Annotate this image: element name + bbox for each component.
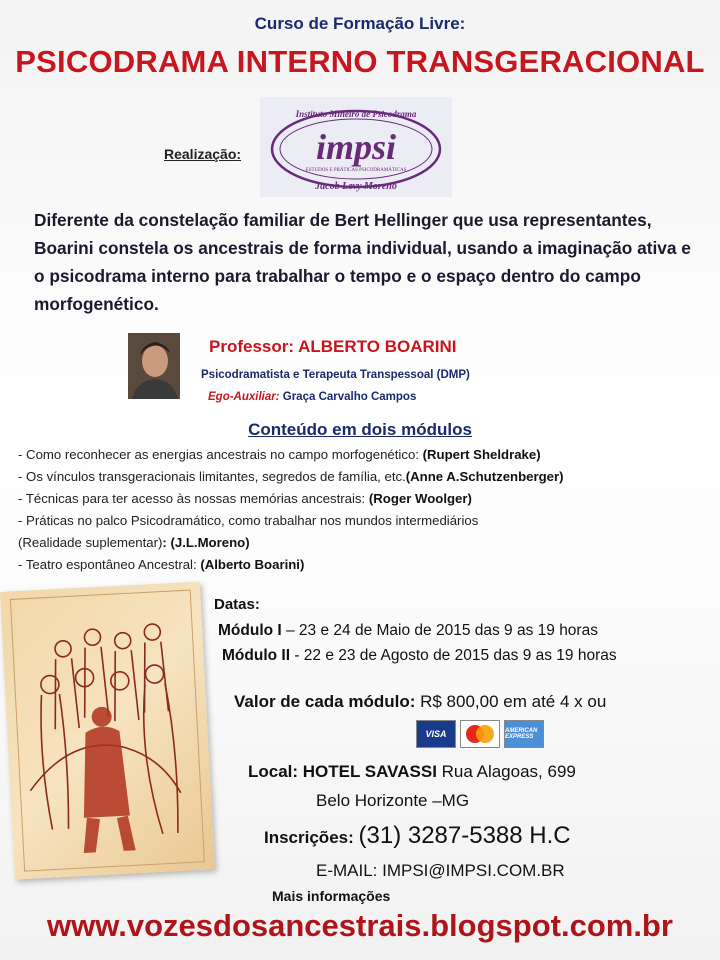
logo-bottom-text: Jacob Levy Moreno: [315, 181, 397, 192]
list-item: [18, 488, 718, 510]
price-label: Valor de cada módulo:: [234, 692, 416, 711]
impsi-logo: [260, 97, 452, 197]
list-item-text: (Realidade suplementar): [18, 535, 163, 550]
mastercard-card-icon: [460, 720, 500, 748]
registration: [264, 822, 571, 850]
list-item: [18, 554, 718, 576]
ego-label: Ego-Auxiliar:: [208, 391, 280, 403]
price: [234, 692, 606, 712]
module-1-text: – 23 e 24 de Maio de 2015 das 9 as 19 horas: [281, 622, 598, 639]
professor-name: Professor: ALBERTO BOARINI: [209, 337, 457, 356]
list-item-author: : (J.L.Moreno): [162, 535, 250, 550]
visa-card-icon: VISA: [416, 720, 456, 748]
location: [248, 762, 576, 782]
list-item: [18, 466, 718, 488]
professor-photo: [128, 333, 180, 399]
location-city: Belo Horizonte –MG: [316, 791, 470, 810]
modules-heading: Conteúdo em dois módulos: [248, 420, 472, 439]
realizacao-colon: :: [236, 146, 242, 162]
list-item-text: - Como reconhecer as energias ancestrais no campo morfogenético:: [18, 447, 423, 462]
list-item-text: - Técnicas para ter acesso às nossas memórias ancestrais:: [18, 491, 369, 506]
list-item-text: - Práticas no palco Psicodramático, como trabalhar nos mundos intermediários: [18, 513, 479, 528]
more-info-label: Mais informações: [272, 888, 391, 904]
module-2-text: - 22 e 23 de Agosto de 2015 das 9 as 19 horas: [290, 647, 617, 664]
ancestors-drawing: [0, 582, 215, 880]
dates-label: Datas:: [214, 596, 260, 613]
payment-cards: [416, 720, 544, 748]
list-item-author: (Rupert Sheldrake): [422, 447, 541, 462]
list-item-author: (Roger Woolger): [368, 491, 472, 506]
impsi-logo-graphic: [260, 97, 452, 197]
book-cover-illustration: [0, 582, 215, 880]
list-item: [18, 532, 718, 554]
logo-top-text: Instituto Mineiro de Psicodrama: [295, 109, 417, 119]
list-item-author: (Anne A.Schutzenberger): [405, 469, 564, 484]
list-item-author: (Alberto Boarini): [200, 557, 305, 572]
professor-photo-graphic: [128, 333, 180, 399]
phone-number: (31) 3287-5388 H.C: [358, 822, 571, 849]
module-2-label: Módulo II: [222, 647, 291, 664]
logo-name: impsi: [315, 127, 397, 167]
module-list: [18, 444, 718, 576]
course-subtitle: Curso de Formação Livre:: [254, 14, 466, 33]
list-item: [18, 510, 718, 532]
page-title: PSICODRAMA INTERNO TRANSGERACIONAL: [15, 44, 705, 79]
price-value: R$ 800,00 em até 4 x ou: [415, 692, 607, 711]
realizacao-text: Realização: [164, 146, 237, 162]
module-1-dates: [218, 622, 598, 640]
registration-label: Inscrições:: [264, 828, 359, 847]
module-1-label: Módulo I: [218, 622, 282, 639]
ego-auxiliar: [208, 391, 416, 403]
realizacao-label: [164, 146, 241, 162]
list-item: [18, 444, 718, 466]
location-address: Rua Alagoas, 699: [436, 762, 576, 781]
location-label: Local: HOTEL SAVASSI: [248, 762, 437, 781]
list-item-text: - Teatro espontâneo Ancestral:: [18, 557, 201, 572]
professor-role: Psicodramatista e Terapeuta Transpessoal (DMP): [201, 369, 470, 381]
mastercard-circles-icon: [462, 722, 498, 746]
logo-tagline: ESTUDOS E PRÁTICAS PSICODRAMÁTICAS: [305, 168, 407, 173]
email: E-MAIL: IMPSI@IMPSI.COM.BR: [316, 861, 565, 880]
list-item-text: - Os vínculos transgeracionais limitantes, segredos de família, etc.: [18, 469, 406, 484]
ego-value: Graça Carvalho Campos: [282, 391, 417, 403]
course-description: Diferente da constelação familiar de Bert Hellinger que usa representantes, Boarini constela os ancestrais de forma individual, usando a imaginação ativa e o psicodrama interno para trabalhar o tempo e o espaço dentro do campo morfogenético.: [34, 210, 691, 314]
amex-card-icon: AMERICAN EXPRESS: [504, 720, 544, 748]
website-link[interactable]: www.vozesdosancestrais.blogspot.com.br: [47, 908, 673, 943]
module-2-dates: [222, 647, 617, 665]
